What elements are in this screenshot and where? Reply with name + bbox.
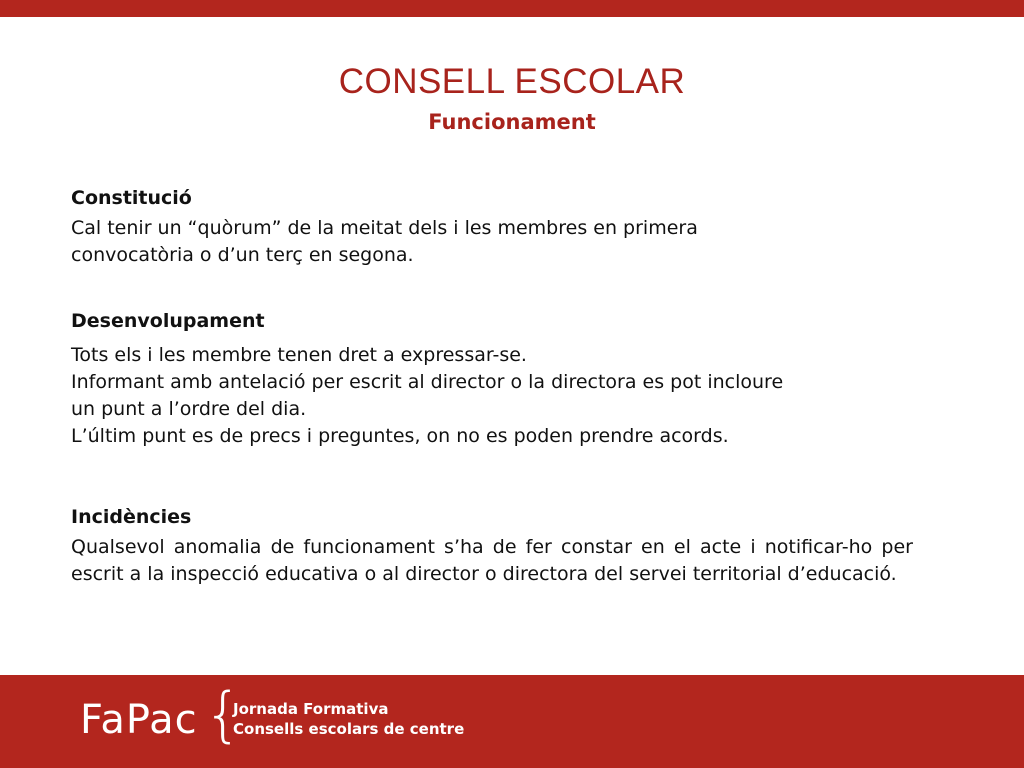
section-heading: Desenvolupament [71,310,265,332]
section-body [71,342,913,450]
event-subtitle: Consells escolars de centre [233,720,465,738]
slide-subtitle: Funcionament [428,110,596,134]
section-body: Qualsevol anomalia de funcionament s’ha de fer constar en el acte i notificar-ho per escrit a la inspecció educativa o al director o directora del servei territorial d’educació. [71,536,913,585]
section-heading: Constitució [71,187,192,209]
section-constitucio [71,187,913,269]
footer-bar [0,675,1024,768]
body-line: L’últim punt es de precs i preguntes, on no es poden prendre acords. [71,425,729,447]
event-title: Jornada Formativa [233,700,389,718]
slide-title: CONSELL ESCOLAR [338,62,686,101]
fapac-logo: FaPac [80,697,198,743]
body-line: convocatòria o d’un terç en segona. [71,244,414,266]
section-incidencies [71,506,913,588]
body-line: Cal tenir un “quòrum” de la meitat dels i les membres en primera [71,217,698,239]
section-desenvolupament [71,310,913,450]
event-info [233,699,464,739]
body-line: un punt a l’ordre del dia. [71,398,307,420]
body-line: Informant amb antelació per escrit al director o la directora es pot incloure [71,371,784,393]
top-accent-bar [0,0,1024,17]
section-heading: Incidències [71,506,192,528]
body-line: Tots els i les membre tenen dret a expressar-se. [71,344,527,366]
brace-icon: { [204,680,243,750]
section-body [71,215,913,269]
